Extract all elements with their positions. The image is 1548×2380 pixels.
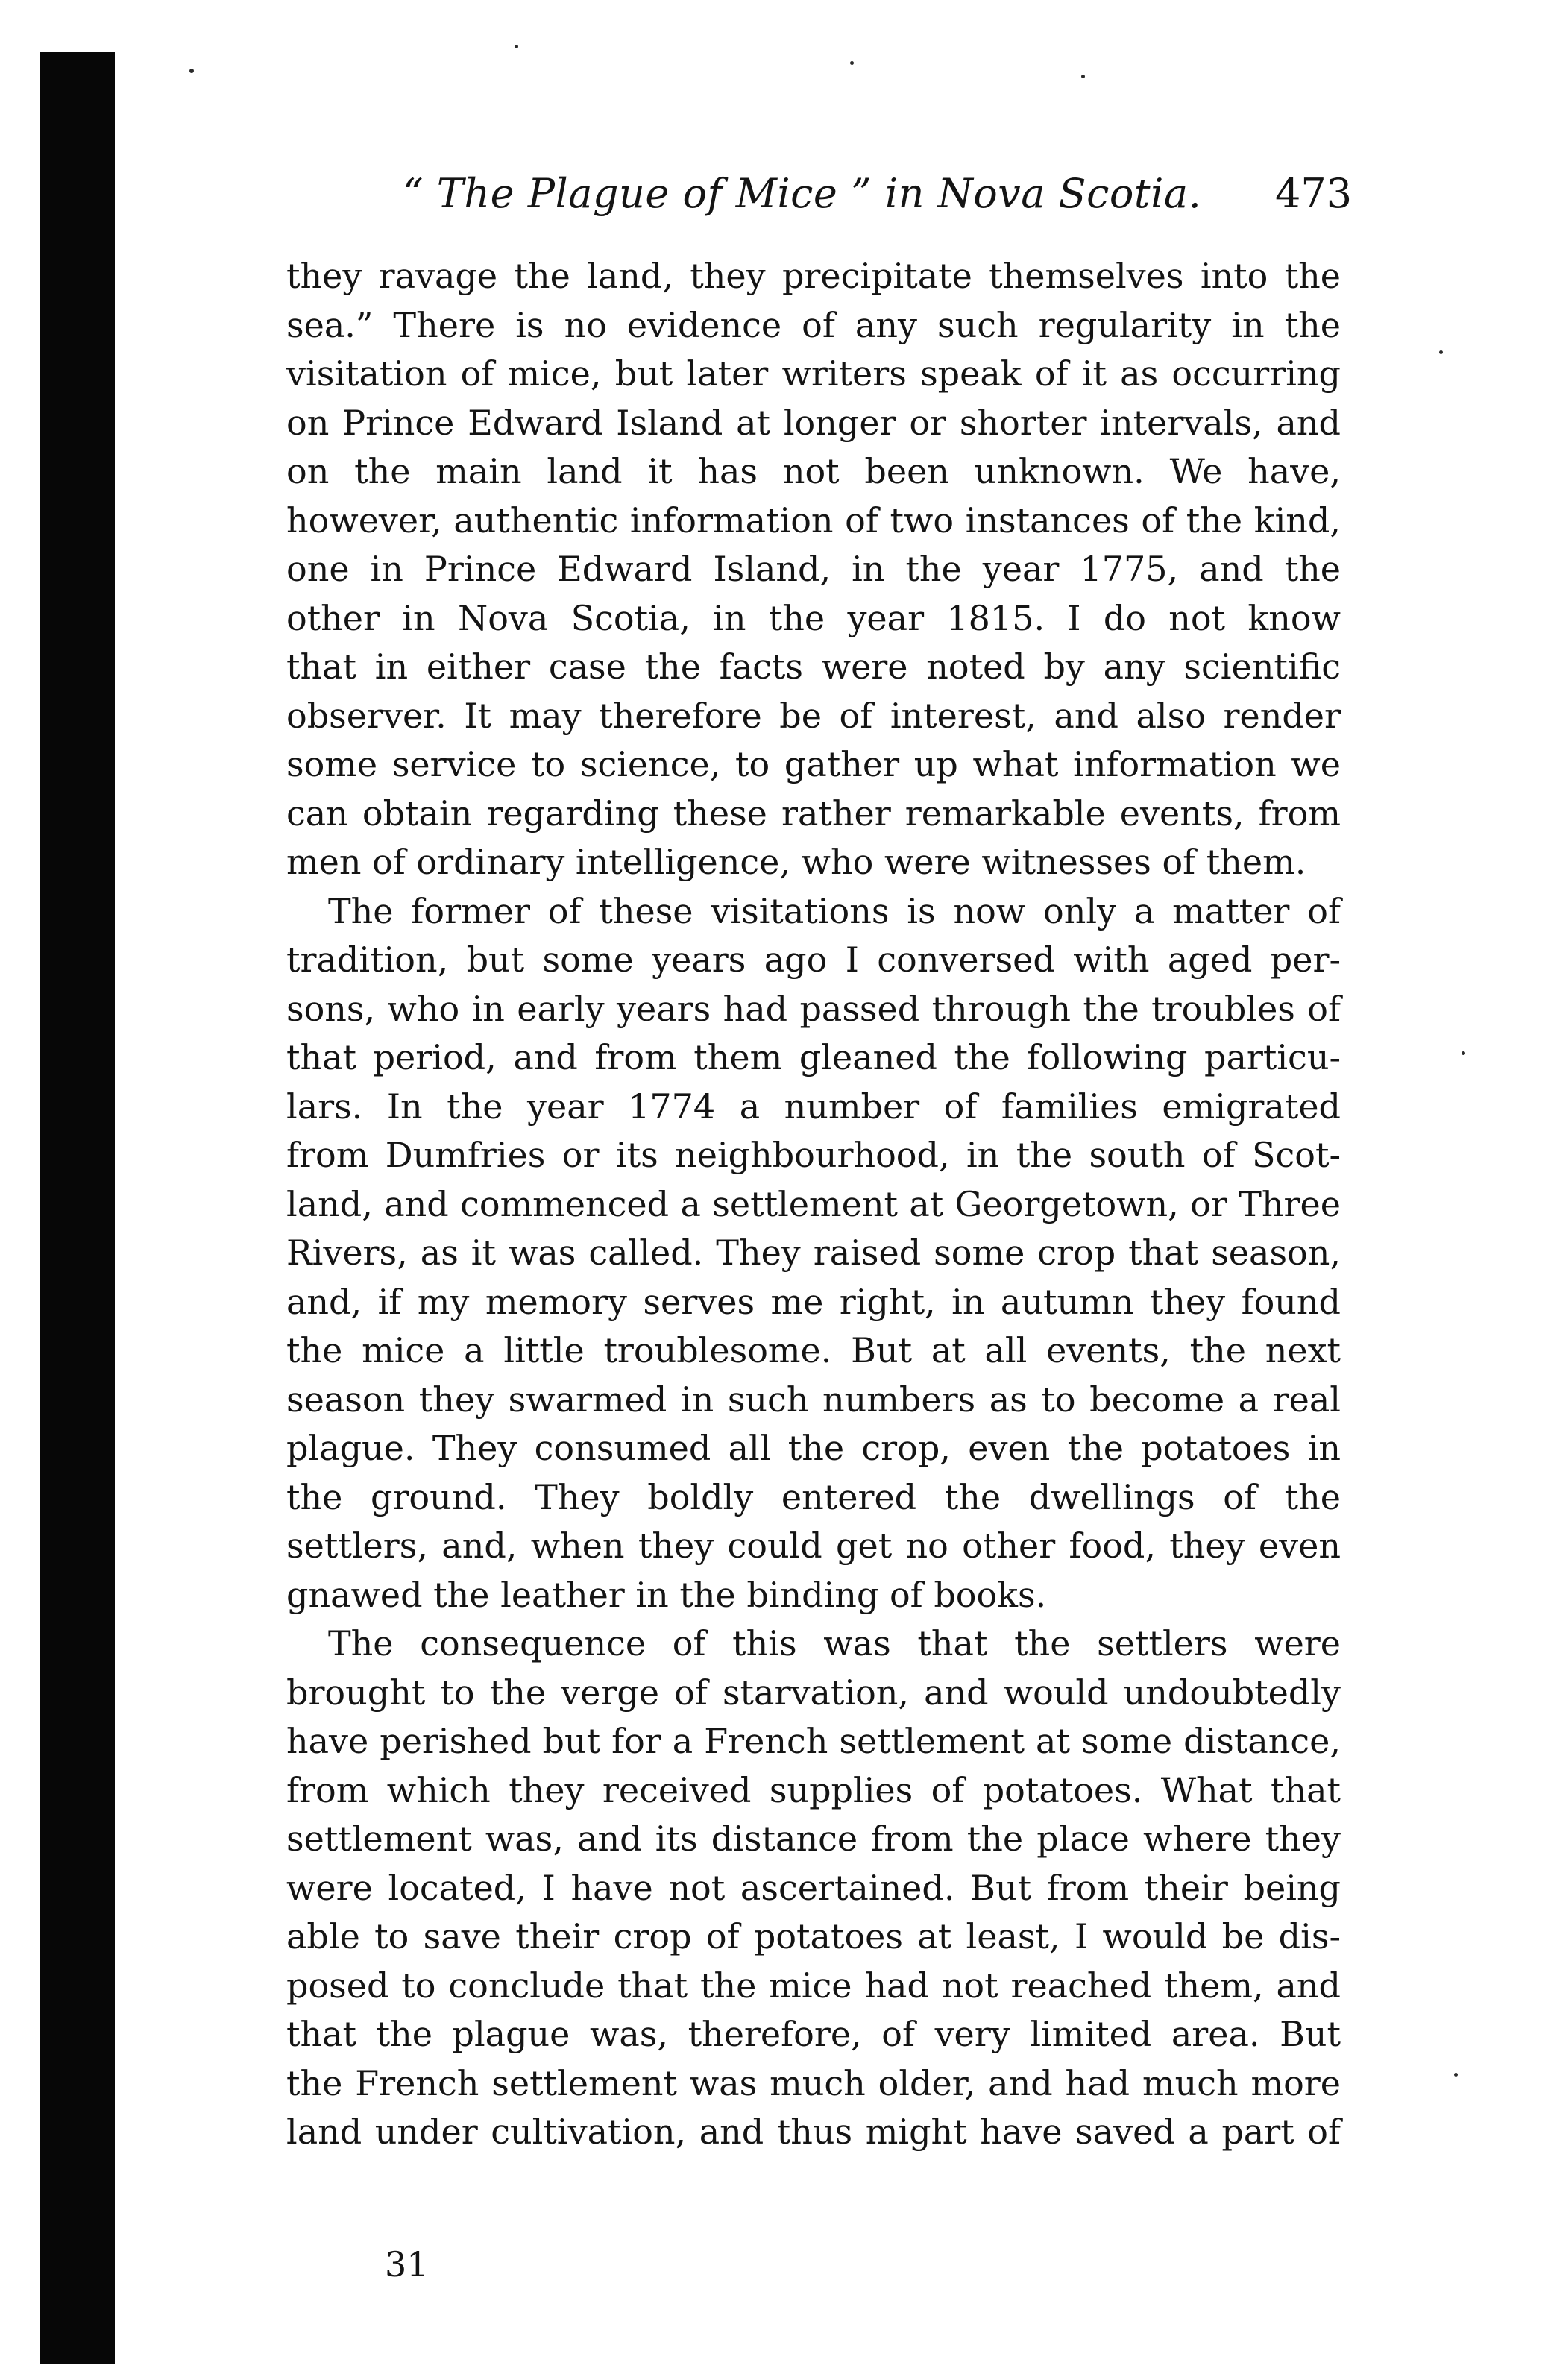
text-line: lars. In the year 1774 a number of families emigrated — [286, 1086, 1341, 1127]
text-line: land, and commenced a settlement at Georgetown, or Three — [286, 1183, 1341, 1224]
scan-speck — [1439, 350, 1443, 354]
text-line: the mice a little troublesome. But at all events, the next — [286, 1330, 1341, 1370]
text-line: have perished but for a French settlement at some distance, — [286, 1721, 1341, 1761]
body-text — [286, 252, 1341, 2157]
text-line: men of ordinary intelligence, who were witnesses of them. — [286, 842, 1306, 882]
text-line: and, if my memory serves me right, in autumn they found — [286, 1281, 1341, 1322]
scan-speck — [189, 69, 194, 73]
text-line: the ground. They boldly entered the dwellings of the — [286, 1476, 1341, 1517]
text-line: were located, I have not ascertained. But from their being — [286, 1867, 1341, 1908]
text-line: Rivers, as it was called. They raised some crop that season, — [286, 1232, 1341, 1273]
text-line: can obtain regarding these rather remarkable events, from — [286, 793, 1341, 834]
scan-speck — [1462, 1051, 1465, 1055]
text-line: on the main land it has not been unknown. We have, — [286, 451, 1341, 491]
text-line: brought to the verge of starvation, and would undoubtedly — [286, 1672, 1341, 1713]
text-line: posed to conclude that the mice had not reached them, and — [286, 1965, 1341, 2006]
signature-mark: 31 — [385, 2244, 429, 2285]
text-line: sons, who in early years had passed through the troubles of — [286, 988, 1341, 1029]
text-line: however, authentic information of two instances of the kind, — [286, 500, 1341, 541]
text-line: other in Nova Scotia, in the year 1815. I do not know — [286, 597, 1341, 638]
running-head — [403, 170, 1372, 230]
text-line: on Prince Edward Island at longer or shorter intervals, and — [286, 402, 1341, 443]
scan-speck — [850, 61, 854, 65]
text-line: one in Prince Edward Island, in the year 1775, and the — [286, 549, 1341, 589]
binding-shadow — [40, 52, 115, 2364]
text-line: from Dumfries or its neighbourhood, in the south of Scot- — [286, 1135, 1341, 1175]
text-line: The consequence of this was that the settlers were — [328, 1623, 1341, 1663]
text-line: observer. It may therefore be of interest, and also render — [286, 695, 1341, 736]
text-line: gnawed the leather in the binding of books. — [286, 1574, 1047, 1615]
text-line: plague. They consumed all the crop, even the potatoes in — [286, 1428, 1341, 1468]
scan-speck — [515, 45, 518, 48]
text-line: season they swarmed in such numbers as to become a real — [286, 1379, 1341, 1420]
scan-speck — [1454, 2073, 1458, 2077]
text-line: The former of these visitations is now only a matter of — [328, 890, 1341, 931]
text-line: able to save their crop of potatoes at least, I would be dis- — [286, 1916, 1341, 1956]
running-title: “ The Plague of Mice ” in Nova Scotia. — [403, 170, 1202, 217]
text-line: that period, and from them gleaned the following particu- — [286, 1037, 1341, 1077]
paragraph — [286, 252, 1341, 887]
text-line: the French settlement was much older, and had much more — [286, 2062, 1341, 2103]
text-line: settlers, and, when they could get no other food, they even — [286, 1526, 1341, 1566]
text-line: that in either case the facts were noted by any scientific — [286, 646, 1341, 687]
scan-speck — [1081, 75, 1085, 78]
text-line: sea.” There is no evidence of any such regularity in the — [286, 304, 1341, 345]
page-number: 473 — [1275, 170, 1353, 217]
text-line: land under cultivation, and thus might have saved a part of — [286, 2112, 1341, 2152]
text-line: settlement was, and its distance from the place where they — [286, 1819, 1341, 1859]
text-line: from which they received supplies of potatoes. What that — [286, 1769, 1341, 1810]
text-line: that the plague was, therefore, of very limited area. But — [286, 2014, 1341, 2054]
paragraph — [286, 887, 1341, 1620]
text-line: they ravage the land, they precipitate themselves into the — [286, 256, 1341, 296]
paragraph — [286, 1619, 1341, 2157]
text-line: some service to science, to gather up what information we — [286, 744, 1341, 784]
text-line: visitation of mice, but later writers speak of it as occurring — [286, 353, 1341, 394]
text-line: tradition, but some years ago I conversed with aged per- — [286, 939, 1341, 980]
